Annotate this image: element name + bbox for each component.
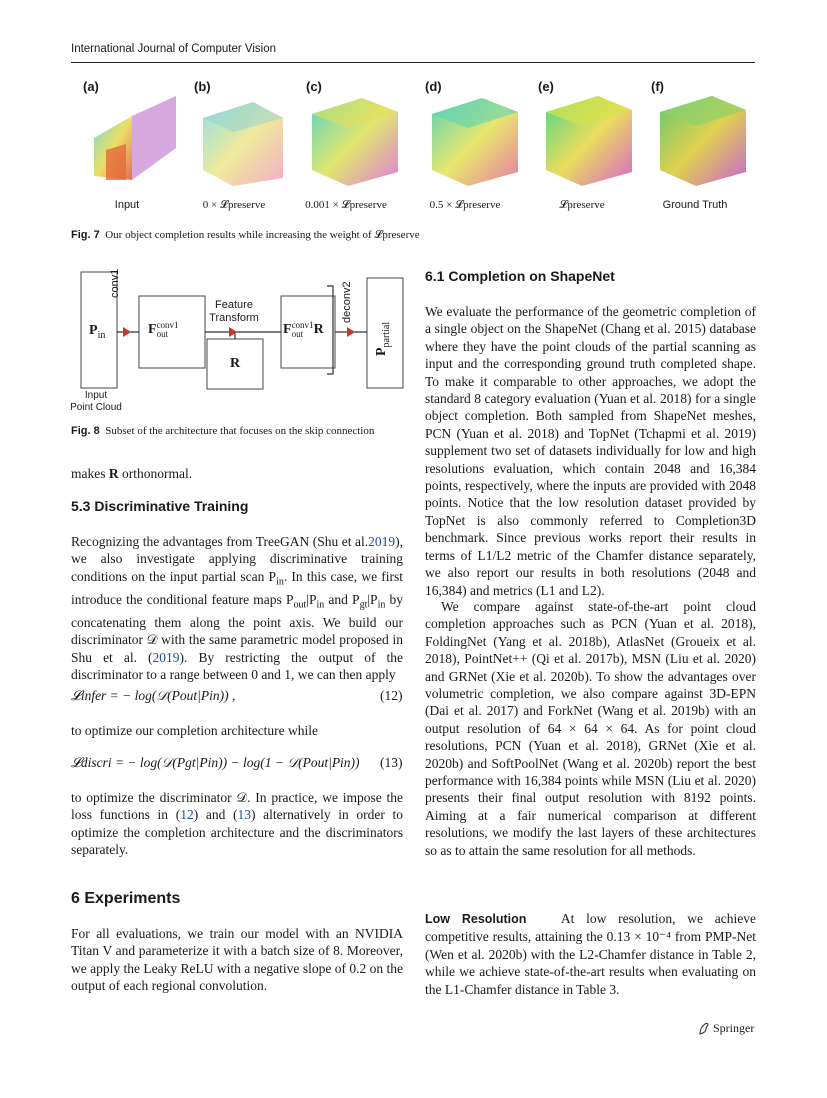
equation-13-number: (13) <box>380 755 403 770</box>
point-cloud-ground-truth <box>654 88 750 188</box>
conv1-label: conv1 <box>109 268 121 298</box>
section-5-3-heading: 5.3 Discriminative Training <box>71 498 249 514</box>
panel-f-caption: Ground Truth <box>662 199 728 211</box>
panel-a-label: (a) <box>83 79 99 94</box>
panel-b-label: (b) <box>194 79 211 94</box>
equation-12: 𝓛infer = − log(𝒟(Pout|Pin)) , <box>71 688 236 703</box>
figure-7-label: Fig. 7 <box>71 229 100 241</box>
panel-c-label: (c) <box>306 79 322 94</box>
low-resolution-heading: Low Resolution <box>425 912 527 926</box>
panel-f-label: (f) <box>651 79 664 94</box>
figure-7-caption <box>71 229 420 242</box>
arrow-1 <box>123 327 131 337</box>
section-6-1-paragraph-2: We compare against state-of-the-art point cloud completion approaches such as PCN (Yuan et al. 2018), FoldingNet (Yang et al. 2018b), AtlasNet (Groueix et al. 2018), PointNet++ (Qi et al. 2017b), MSN (Liu et al. 2020) and GRNet (Xie et al. 2020b). To show the advantages over volumetric completion, we also compare against 3D-EPN (Dai et al. 2017) and ForkNet (Wang et al. 2019b) with an output resolution of 64 × 64 × 64. As for point cloud resolutions, PCN (Yuan et al. 2018), GRNet (Xie et al. 2020b) and SoftPoolNet (Wang et al. 2020b) report the best performance with 16,384 points while MSN (Liu et al. 2020) presents their final output resolution with 8192 points. Aiming at a fair numerical comparison at different resolutions, we modify the last layers of these architectures so as to attain the same resolution for all methods. <box>425 599 756 858</box>
section-6-1-paragraph-1: We evaluate the performance of the geometric completion of a single object on the ShapeNet (Chang et al. 2015) database where they have the point clouds of the partial scanning as input and the corresponding ground truth completed shape. To make it comparable to other approaches, we adopt the standard 8 category evaluation (Yuan et al. 2018) for a single object completion. Both sampled from ShapeNet meshes, PCN (Yuan et al. 2018) and TopNet (Tchapmi et al. 2019) supplement two set of datasets individually for low and high resolutions evaluation, which contain 2048 and 16,384 points, respectively, where the inputs are provided with 2048 points. Notice that the low resolution dataset provided by TopNet is also commonly referred to Completion3D benchmark. Since previous works report their results in terms of L1/L2 metric of the Chamfer distance separately, we also report our results in both resolutions (2048 and 16,384) and metrics (L1 and L2). <box>425 304 756 598</box>
figure-8-caption <box>71 425 374 437</box>
arrow-2 <box>229 327 237 337</box>
panel-d-caption: 0.5 × 𝓛preserve <box>429 199 501 211</box>
section-6-1-heading: 6.1 Completion on ShapeNet <box>425 268 615 284</box>
springer-logo <box>698 1021 754 1036</box>
section-5-3-paragraph-1: Recognizing the advantages from TreeGAN (Shu et al.2019), we also investigate applying discriminative training conditions on the input partial scan $P_{in}$. In this case, we first introduce the conditional feature maps $P_{out}|P_{in}$ and $P_{gt}|P_{in}$ by concatenating them along the point axis. We build our discriminator 𝒟 with the same parametric model proposed in Shu et al. (2019). By restricting the output of the discriminator to a range between 0 and 1, we can then apply <box>71 534 403 683</box>
figure-7-caption-text: Our object completion results while increasing the weight of 𝓛preserve <box>105 229 420 241</box>
panel-c-caption: 0.001 × 𝓛preserve <box>305 199 387 211</box>
panel-e-caption: 𝓛preserve <box>559 199 605 211</box>
r-symbol: R <box>230 356 241 371</box>
fout-r-symbol: F conv1 out R <box>283 320 324 339</box>
input-point-cloud-label: Input Point Cloud <box>70 390 122 413</box>
deconv2-label: deconv2 <box>341 281 353 323</box>
panel-d-label: (d) <box>425 79 442 94</box>
springer-text: Springer <box>713 1021 755 1035</box>
panel-e-label: (e) <box>538 79 554 94</box>
point-cloud-c <box>306 88 402 188</box>
springer-horse-icon <box>698 1022 709 1035</box>
equation-12-number: (12) <box>380 688 403 703</box>
point-cloud-d <box>426 88 522 188</box>
point-cloud-e <box>540 88 636 188</box>
point-cloud-input <box>86 88 182 188</box>
ppartial-symbol: $P_{partial}$ <box>374 321 392 356</box>
equation-13: 𝓛discri = − log(𝒟(Pgt|Pin)) − log(1 − 𝒟(Pout|Pin)) <box>71 755 360 770</box>
header-rule <box>71 62 755 63</box>
low-resolution-paragraph: Low Resolution At low resolution, we achieve competitive results, attaining the 0.13 × 10⁻⁴ from PMP-Net (Wen et al. 2020b) with the L2-Chamfer distance in Table 2, while we achieve state-of-the-art results when evaluating on the L1-Chamfer distance in Table 3. <box>425 911 756 997</box>
figure-8-caption-text: Subset of the architecture that focuses on the skip connection <box>105 425 375 437</box>
fout-symbol: F conv1 out <box>148 320 179 339</box>
panel-a-caption: Input <box>114 199 140 211</box>
makes-orthonormal: makes R orthonormal. <box>71 466 193 481</box>
figure-8-label: Fig. 8 <box>71 425 100 437</box>
point-cloud-b <box>193 88 289 188</box>
pin-symbol: $P_{in}$ <box>89 323 106 341</box>
arrow-3 <box>347 327 355 337</box>
section-6-paragraph: For all evaluations, we train our model with an NVIDIA Titan V and parameterize it with a batch size of 8. Moreover, we apply the Leaky ReLU with a negative slope of 0.2 on the output of each regional convolution. <box>71 926 403 994</box>
journal-header: International Journal of Computer Vision <box>71 43 276 55</box>
section-6-heading: 6 Experiments <box>71 890 181 907</box>
section-5-3-paragraph-3: to optimize the discriminator 𝒟. In practice, we impose the loss functions in (12) and (13) alternatively in order to optimize the completion architecture and the discriminators separately. <box>71 790 403 858</box>
panel-b-caption: 0 × 𝓛preserve <box>202 199 266 211</box>
feature-transform-label: Feature Transform <box>209 299 259 324</box>
section-5-3-paragraph-2: to optimize our completion architecture while <box>71 723 319 738</box>
